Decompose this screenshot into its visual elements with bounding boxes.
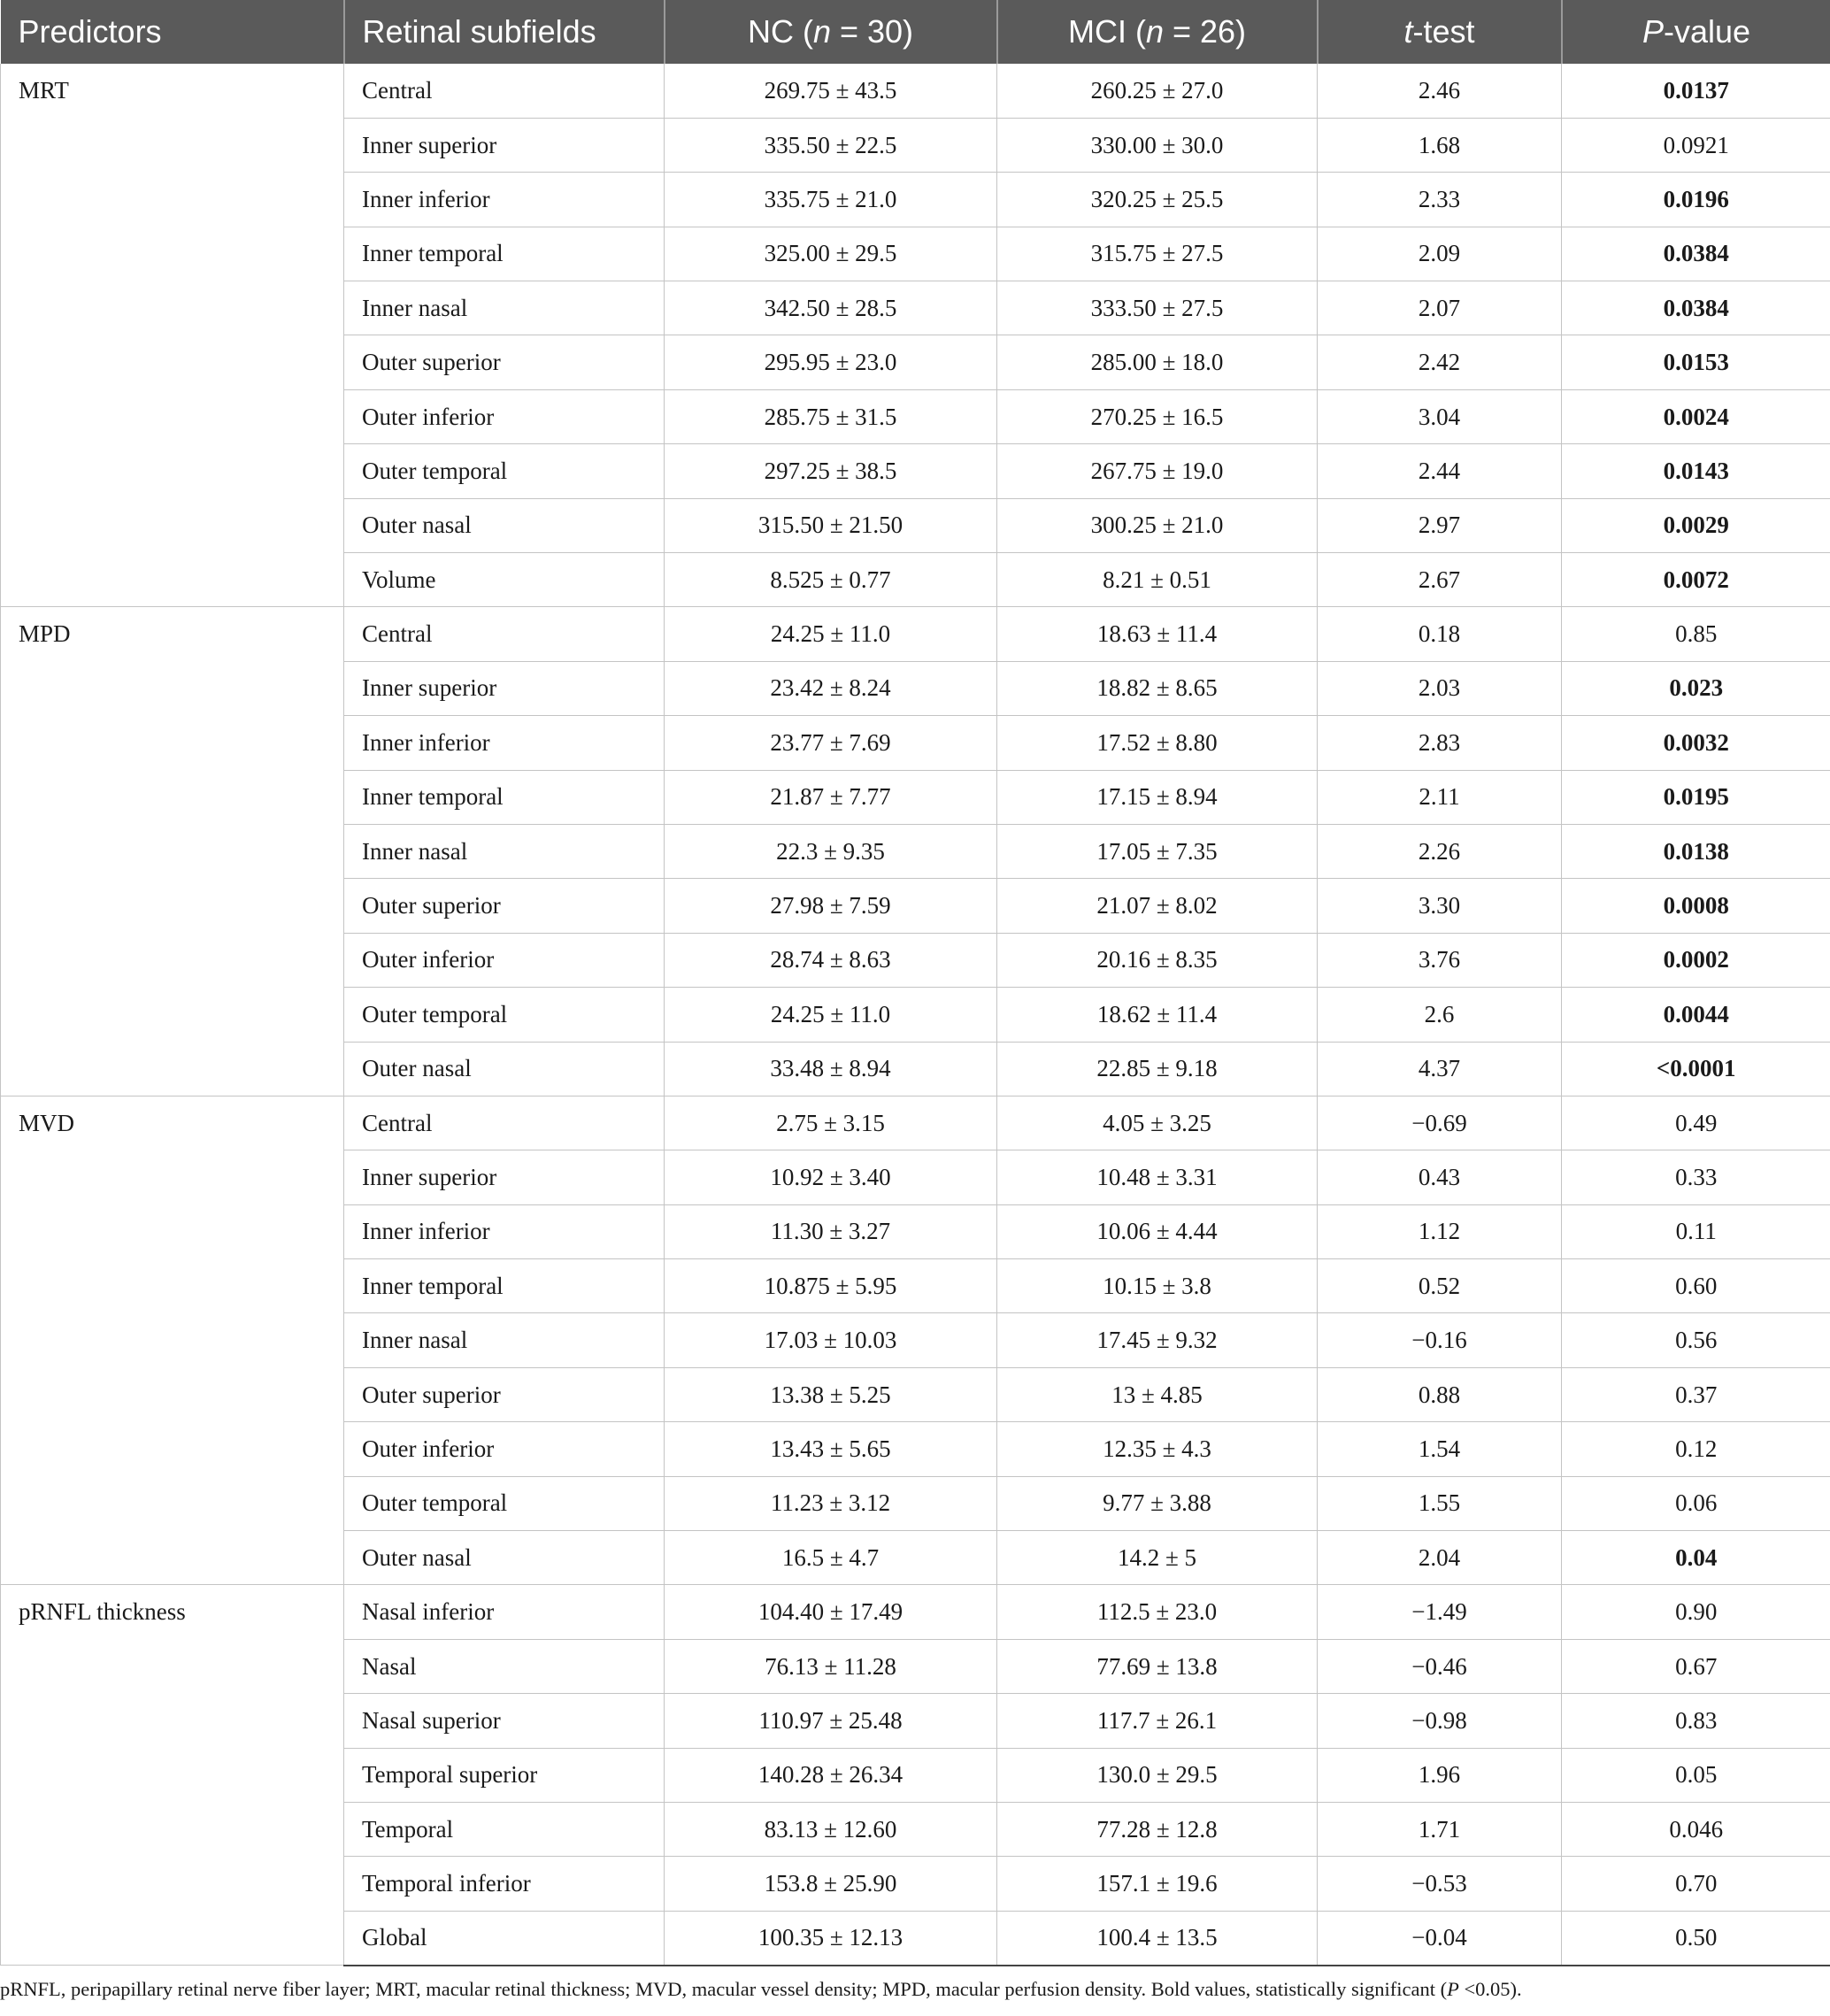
p-value-cell: 0.06 <box>1562 1476 1830 1530</box>
p-value-cell: 0.0137 <box>1562 64 1830 118</box>
table-row <box>1 607 1830 661</box>
t-test-cell: 0.52 <box>1318 1259 1562 1313</box>
nc-value-cell: 295.95 ± 23.0 <box>665 335 997 389</box>
p-value-cell: 0.49 <box>1562 1096 1830 1150</box>
subfield-cell: Inner nasal <box>344 281 665 335</box>
p-value-cell: 0.11 <box>1562 1204 1830 1258</box>
p-value-cell: 0.0384 <box>1562 227 1830 281</box>
subfield-cell: Nasal inferior <box>344 1585 665 1639</box>
p-value-cell: 0.0138 <box>1562 824 1830 878</box>
header-nc-suffix: = 30) <box>830 13 914 50</box>
mci-value-cell: 18.62 ± 11.4 <box>997 988 1318 1042</box>
t-test-cell: 2.97 <box>1318 498 1562 552</box>
subfield-cell: Inner inferior <box>344 1204 665 1258</box>
p-value-cell: 0.0153 <box>1562 335 1830 389</box>
mci-value-cell: 117.7 ± 26.1 <box>997 1694 1318 1748</box>
t-test-cell: 2.44 <box>1318 444 1562 498</box>
p-value-cell: 0.33 <box>1562 1150 1830 1204</box>
nc-value-cell: 153.8 ± 25.90 <box>665 1857 997 1911</box>
p-value-cell: 0.0029 <box>1562 498 1830 552</box>
nc-value-cell: 335.75 ± 21.0 <box>665 173 997 227</box>
nc-value-cell: 27.98 ± 7.59 <box>665 879 997 933</box>
p-value-cell: 0.0044 <box>1562 988 1830 1042</box>
nc-value-cell: 2.75 ± 3.15 <box>665 1096 997 1150</box>
mci-value-cell: 330.00 ± 30.0 <box>997 118 1318 172</box>
header-mci-prefix: MCI ( <box>1067 13 1146 50</box>
t-test-cell: 2.42 <box>1318 335 1562 389</box>
footnote-main: pRNFL, peripapillary retinal nerve fiber layer; MRT, macular retinal thickness; MVD, macular vessel density; MPD, macular perfusion density. Bold values, statistically significant ( <box>0 1977 1448 2000</box>
t-test-cell: −0.16 <box>1318 1313 1562 1367</box>
subfield-cell: Temporal <box>344 1803 665 1857</box>
nc-value-cell: 335.50 ± 22.5 <box>665 118 997 172</box>
t-test-cell: 0.88 <box>1318 1367 1562 1421</box>
p-value-cell: 0.85 <box>1562 607 1830 661</box>
subfield-cell: Central <box>344 64 665 118</box>
p-value-cell: 0.0072 <box>1562 553 1830 607</box>
t-test-cell: −0.53 <box>1318 1857 1562 1911</box>
header-nc <box>665 0 997 64</box>
nc-value-cell: 21.87 ± 7.77 <box>665 770 997 824</box>
mci-value-cell: 17.05 ± 7.35 <box>997 824 1318 878</box>
nc-value-cell: 24.25 ± 11.0 <box>665 607 997 661</box>
p-value-cell: 0.56 <box>1562 1313 1830 1367</box>
header-t-test <box>1318 0 1562 64</box>
p-value-cell: 0.70 <box>1562 1857 1830 1911</box>
subfield-cell: Inner superior <box>344 661 665 715</box>
mci-value-cell: 315.75 ± 27.5 <box>997 227 1318 281</box>
mci-value-cell: 21.07 ± 8.02 <box>997 879 1318 933</box>
mci-value-cell: 300.25 ± 21.0 <box>997 498 1318 552</box>
subfield-cell: Outer nasal <box>344 1531 665 1585</box>
p-value-cell: 0.0143 <box>1562 444 1830 498</box>
subfield-cell: Inner temporal <box>344 1259 665 1313</box>
nc-value-cell: 110.97 ± 25.48 <box>665 1694 997 1748</box>
t-test-cell: 3.76 <box>1318 933 1562 987</box>
p-value-cell: 0.83 <box>1562 1694 1830 1748</box>
mci-value-cell: 267.75 ± 19.0 <box>997 444 1318 498</box>
nc-value-cell: 13.43 ± 5.65 <box>665 1422 997 1476</box>
header-p-rest: -value <box>1663 13 1751 50</box>
t-test-cell: 2.6 <box>1318 988 1562 1042</box>
mci-value-cell: 8.21 ± 0.51 <box>997 553 1318 607</box>
header-t-italic: t <box>1403 13 1413 50</box>
nc-value-cell: 28.74 ± 8.63 <box>665 933 997 987</box>
p-value-cell: 0.0024 <box>1562 389 1830 443</box>
subfield-cell: Outer superior <box>344 879 665 933</box>
header-p-value <box>1562 0 1830 64</box>
mci-value-cell: 270.25 ± 16.5 <box>997 389 1318 443</box>
p-value-cell: 0.0008 <box>1562 879 1830 933</box>
mci-value-cell: 4.05 ± 3.25 <box>997 1096 1318 1150</box>
nc-value-cell: 23.77 ± 7.69 <box>665 716 997 770</box>
nc-value-cell: 83.13 ± 12.60 <box>665 1803 997 1857</box>
t-test-cell: 1.96 <box>1318 1748 1562 1802</box>
t-test-cell: 1.68 <box>1318 118 1562 172</box>
p-value-cell: 0.60 <box>1562 1259 1830 1313</box>
nc-value-cell: 342.50 ± 28.5 <box>665 281 997 335</box>
table-header <box>1 0 1830 64</box>
mci-value-cell: 260.25 ± 27.0 <box>997 64 1318 118</box>
p-value-cell: 0.0032 <box>1562 716 1830 770</box>
nc-value-cell: 11.23 ± 3.12 <box>665 1476 997 1530</box>
subfield-cell: Inner nasal <box>344 1313 665 1367</box>
mci-value-cell: 17.15 ± 8.94 <box>997 770 1318 824</box>
p-value-cell: 0.37 <box>1562 1367 1830 1421</box>
mci-value-cell: 14.2 ± 5 <box>997 1531 1318 1585</box>
subfield-cell: Outer inferior <box>344 1422 665 1476</box>
table-footnote <box>0 1966 1830 2000</box>
subfield-cell: Central <box>344 607 665 661</box>
mci-value-cell: 333.50 ± 27.5 <box>997 281 1318 335</box>
t-test-cell: −1.49 <box>1318 1585 1562 1639</box>
t-test-cell: 4.37 <box>1318 1042 1562 1096</box>
mci-value-cell: 100.4 ± 13.5 <box>997 1911 1318 1965</box>
t-test-cell: 1.12 <box>1318 1204 1562 1258</box>
mci-value-cell: 10.15 ± 3.8 <box>997 1259 1318 1313</box>
mci-value-cell: 13 ± 4.85 <box>997 1367 1318 1421</box>
t-test-cell: 2.33 <box>1318 173 1562 227</box>
header-nc-prefix: NC ( <box>747 13 813 50</box>
p-value-cell: 0.12 <box>1562 1422 1830 1476</box>
t-test-cell: 0.43 <box>1318 1150 1562 1204</box>
mci-value-cell: 157.1 ± 19.6 <box>997 1857 1318 1911</box>
table-row <box>1 1096 1830 1150</box>
t-test-cell: 0.18 <box>1318 607 1562 661</box>
t-test-cell: 3.04 <box>1318 389 1562 443</box>
t-test-cell: 2.11 <box>1318 770 1562 824</box>
mci-value-cell: 12.35 ± 4.3 <box>997 1422 1318 1476</box>
predictor-group-label: MVD <box>1 1096 344 1585</box>
subfield-cell: Global <box>344 1911 665 1965</box>
mci-value-cell: 18.63 ± 11.4 <box>997 607 1318 661</box>
nc-value-cell: 22.3 ± 9.35 <box>665 824 997 878</box>
nc-value-cell: 325.00 ± 29.5 <box>665 227 997 281</box>
p-value-cell: 0.0196 <box>1562 173 1830 227</box>
t-test-cell: 1.54 <box>1318 1422 1562 1476</box>
nc-value-cell: 104.40 ± 17.49 <box>665 1585 997 1639</box>
t-test-cell: 2.46 <box>1318 64 1562 118</box>
subfield-cell: Outer superior <box>344 335 665 389</box>
header-nc-n: n <box>812 13 831 50</box>
subfield-cell: Central <box>344 1096 665 1150</box>
mci-value-cell: 320.25 ± 25.5 <box>997 173 1318 227</box>
mci-value-cell: 77.28 ± 12.8 <box>997 1803 1318 1857</box>
subfield-cell: Temporal superior <box>344 1748 665 1802</box>
header-mci <box>997 0 1318 64</box>
subfield-cell: Outer nasal <box>344 1042 665 1096</box>
nc-value-cell: 11.30 ± 3.27 <box>665 1204 997 1258</box>
t-test-cell: −0.69 <box>1318 1096 1562 1150</box>
nc-value-cell: 140.28 ± 26.34 <box>665 1748 997 1802</box>
subfield-cell: Nasal superior <box>344 1694 665 1748</box>
subfield-cell: Nasal <box>344 1639 665 1693</box>
subfield-cell: Temporal inferior <box>344 1857 665 1911</box>
nc-value-cell: 76.13 ± 11.28 <box>665 1639 997 1693</box>
subfield-cell: Outer temporal <box>344 444 665 498</box>
table-body <box>1 64 1830 1966</box>
header-mci-n: n <box>1145 13 1164 50</box>
p-value-cell: 0.0921 <box>1562 118 1830 172</box>
mci-value-cell: 285.00 ± 18.0 <box>997 335 1318 389</box>
subfield-cell: Inner superior <box>344 118 665 172</box>
subfield-cell: Inner inferior <box>344 173 665 227</box>
t-test-cell: 2.07 <box>1318 281 1562 335</box>
nc-value-cell: 23.42 ± 8.24 <box>665 661 997 715</box>
header-retinal-subfields: Retinal subfields <box>344 0 665 64</box>
p-value-cell: 0.023 <box>1562 661 1830 715</box>
mci-value-cell: 77.69 ± 13.8 <box>997 1639 1318 1693</box>
subfield-cell: Volume <box>344 553 665 607</box>
nc-value-cell: 285.75 ± 31.5 <box>665 389 997 443</box>
p-value-cell: 0.046 <box>1562 1803 1830 1857</box>
header-predictors: Predictors <box>1 0 344 64</box>
nc-value-cell: 315.50 ± 21.50 <box>665 498 997 552</box>
nc-value-cell: 13.38 ± 5.25 <box>665 1367 997 1421</box>
p-value-cell: 0.90 <box>1562 1585 1830 1639</box>
t-test-cell: 2.67 <box>1318 553 1562 607</box>
t-test-cell: −0.98 <box>1318 1694 1562 1748</box>
t-test-cell: 2.09 <box>1318 227 1562 281</box>
mci-value-cell: 10.06 ± 4.44 <box>997 1204 1318 1258</box>
p-value-cell: 0.0384 <box>1562 281 1830 335</box>
nc-value-cell: 8.525 ± 0.77 <box>665 553 997 607</box>
predictor-group-label: pRNFL thickness <box>1 1585 344 1966</box>
table-row <box>1 1585 1830 1639</box>
t-test-cell: −0.04 <box>1318 1911 1562 1965</box>
subfield-cell: Outer superior <box>344 1367 665 1421</box>
nc-value-cell: 33.48 ± 8.94 <box>665 1042 997 1096</box>
p-value-cell: <0.0001 <box>1562 1042 1830 1096</box>
subfield-cell: Inner temporal <box>344 227 665 281</box>
subfield-cell: Outer inferior <box>344 933 665 987</box>
table-row <box>1 64 1830 118</box>
p-value-cell: 0.0002 <box>1562 933 1830 987</box>
nc-value-cell: 269.75 ± 43.5 <box>665 64 997 118</box>
mci-value-cell: 17.52 ± 8.80 <box>997 716 1318 770</box>
predictor-group-label: MPD <box>1 607 344 1096</box>
subfield-cell: Inner superior <box>344 1150 665 1204</box>
nc-value-cell: 10.92 ± 3.40 <box>665 1150 997 1204</box>
header-t-rest: -test <box>1412 13 1475 50</box>
p-value-cell: 0.05 <box>1562 1748 1830 1802</box>
footnote-p-italic: P <box>1447 1977 1459 2000</box>
mci-value-cell: 17.45 ± 9.32 <box>997 1313 1318 1367</box>
mci-value-cell: 10.48 ± 3.31 <box>997 1150 1318 1204</box>
nc-value-cell: 100.35 ± 12.13 <box>665 1911 997 1965</box>
t-test-cell: 1.55 <box>1318 1476 1562 1530</box>
subfield-cell: Outer temporal <box>344 988 665 1042</box>
t-test-cell: −0.46 <box>1318 1639 1562 1693</box>
subfield-cell: Outer inferior <box>344 389 665 443</box>
subfield-cell: Inner inferior <box>344 716 665 770</box>
p-value-cell: 0.0195 <box>1562 770 1830 824</box>
predictor-group-label: MRT <box>1 64 344 607</box>
header-p-italic: P <box>1642 13 1664 50</box>
header-row <box>1 0 1830 64</box>
nc-value-cell: 10.875 ± 5.95 <box>665 1259 997 1313</box>
p-value-cell: 0.04 <box>1562 1531 1830 1585</box>
subfield-cell: Outer temporal <box>344 1476 665 1530</box>
t-test-cell: 2.03 <box>1318 661 1562 715</box>
t-test-cell: 2.83 <box>1318 716 1562 770</box>
mci-value-cell: 112.5 ± 23.0 <box>997 1585 1318 1639</box>
footnote-tail: <0.05). <box>1458 1977 1522 2000</box>
subfield-cell: Inner temporal <box>344 770 665 824</box>
t-test-cell: 1.71 <box>1318 1803 1562 1857</box>
t-test-cell: 2.26 <box>1318 824 1562 878</box>
nc-value-cell: 16.5 ± 4.7 <box>665 1531 997 1585</box>
mci-value-cell: 9.77 ± 3.88 <box>997 1476 1318 1530</box>
subfield-cell: Outer nasal <box>344 498 665 552</box>
mci-value-cell: 130.0 ± 29.5 <box>997 1748 1318 1802</box>
mci-value-cell: 18.82 ± 8.65 <box>997 661 1318 715</box>
mci-value-cell: 22.85 ± 9.18 <box>997 1042 1318 1096</box>
p-value-cell: 0.67 <box>1562 1639 1830 1693</box>
subfield-cell: Inner nasal <box>344 824 665 878</box>
t-test-cell: 3.30 <box>1318 879 1562 933</box>
nc-value-cell: 17.03 ± 10.03 <box>665 1313 997 1367</box>
nc-value-cell: 24.25 ± 11.0 <box>665 988 997 1042</box>
nc-value-cell: 297.25 ± 38.5 <box>665 444 997 498</box>
p-value-cell: 0.50 <box>1562 1911 1830 1965</box>
t-test-cell: 2.04 <box>1318 1531 1562 1585</box>
header-mci-suffix: = 26) <box>1163 13 1247 50</box>
mci-value-cell: 20.16 ± 8.35 <box>997 933 1318 987</box>
